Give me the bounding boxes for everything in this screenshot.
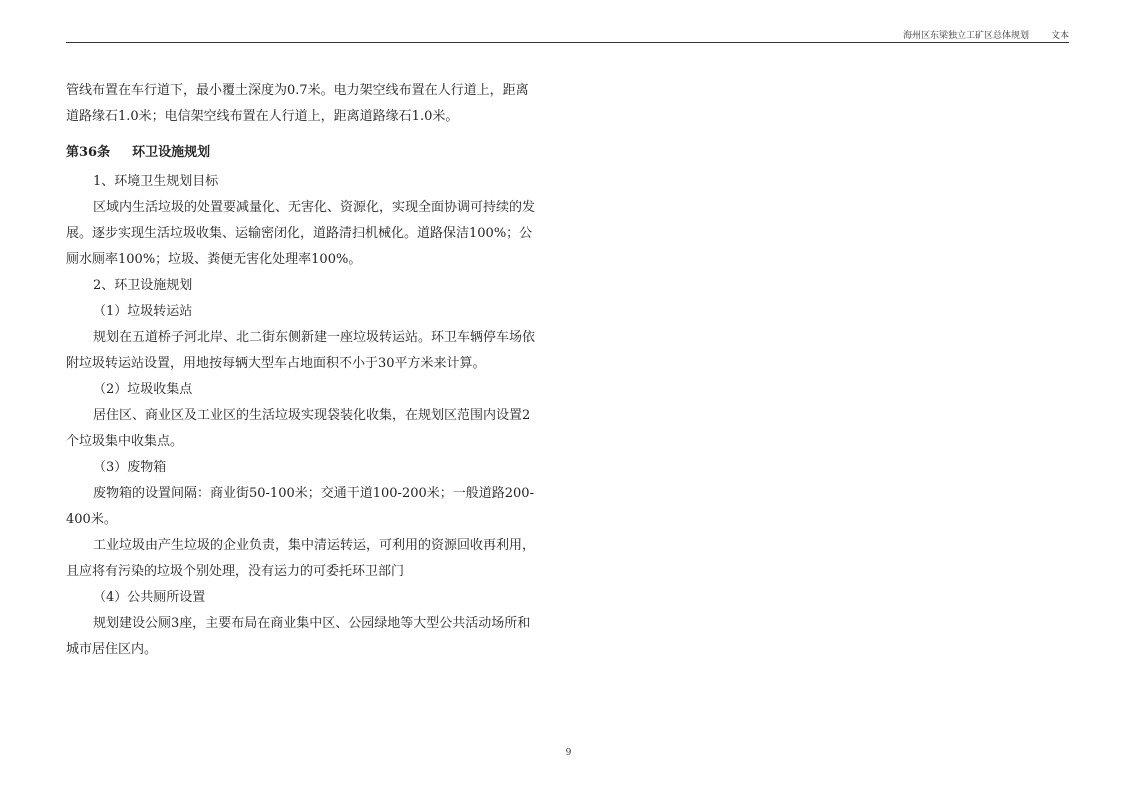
document-section: 文本 bbox=[1050, 31, 1069, 41]
body-line: 2、环卫设施规划 bbox=[93, 278, 193, 293]
page-header bbox=[66, 28, 1069, 43]
body-line: 个垃圾集中收集点。 bbox=[66, 434, 184, 449]
body-line: 附垃圾转运站设置，用地按每辆大型车占地面积不小于30平方米来计算。 bbox=[66, 356, 486, 371]
article-title: 环卫设施规划 bbox=[132, 145, 211, 160]
body-line: 规划在五道桥子河北岸、北二街东侧新建一座垃圾转运站。环卫车辆停车场依 bbox=[93, 330, 536, 345]
body-line: （1）垃圾转运站 bbox=[93, 304, 193, 319]
body-line: （4）公共厕所设置 bbox=[93, 590, 206, 605]
document-title: 海州区东梁独立工矿区总体规划 bbox=[902, 31, 1029, 41]
body-line: 展。逐步实现生活垃圾收集、运输密闭化，道路清扫机械化。道路保洁100%；公 bbox=[66, 226, 533, 241]
article-body bbox=[66, 169, 552, 663]
body-line: （3）废物箱 bbox=[93, 460, 167, 475]
body-line: （2）垃圾收集点 bbox=[93, 382, 193, 397]
body-line: 城市居住区内。 bbox=[66, 642, 158, 657]
header-text bbox=[903, 28, 1069, 41]
intro-line: 管线布置在车行道下，最小覆土深度为0.7米。电力架空线布置在人行道上，距离 bbox=[66, 83, 529, 98]
body-line: 厕水厕率100%；垃圾、粪便无害化处理率100%。 bbox=[66, 252, 362, 267]
body-line: 废物箱的设置间隔：商业街50-100米；交通干道100-200米；一般道路200- bbox=[93, 486, 534, 501]
body-line: 居住区、商业区及工业区的生活垃圾实现袋装化收集，在规划区范围内设置2 bbox=[93, 408, 531, 423]
body-line: 且应将有污染的垃圾个别处理，没有运力的可委托环卫部门 bbox=[66, 564, 405, 579]
article-heading bbox=[66, 140, 552, 166]
body-line: 工业垃圾由产生垃圾的企业负责，集中清运转运，可利用的资源回收再利用， bbox=[93, 538, 536, 553]
body-line: 400米。 bbox=[66, 512, 117, 527]
intro-line: 道路缘石1.0米；电信架空线布置在人行道上，距离道路缘石1.0米。 bbox=[66, 109, 459, 124]
body-line: 规划建设公厕3座，主要布局在商业集中区、公园绿地等大型公共活动场所和 bbox=[93, 616, 531, 631]
article-number: 第36条 bbox=[66, 145, 111, 160]
page-number: 9 bbox=[565, 748, 572, 758]
intro-block bbox=[66, 78, 552, 130]
page-content bbox=[66, 78, 552, 663]
body-line: 区域内生活垃圾的处置要减量化、无害化、资源化，实现全面协调可持续的发 bbox=[93, 200, 536, 215]
body-line: 1、环境卫生规划目标 bbox=[93, 174, 219, 189]
